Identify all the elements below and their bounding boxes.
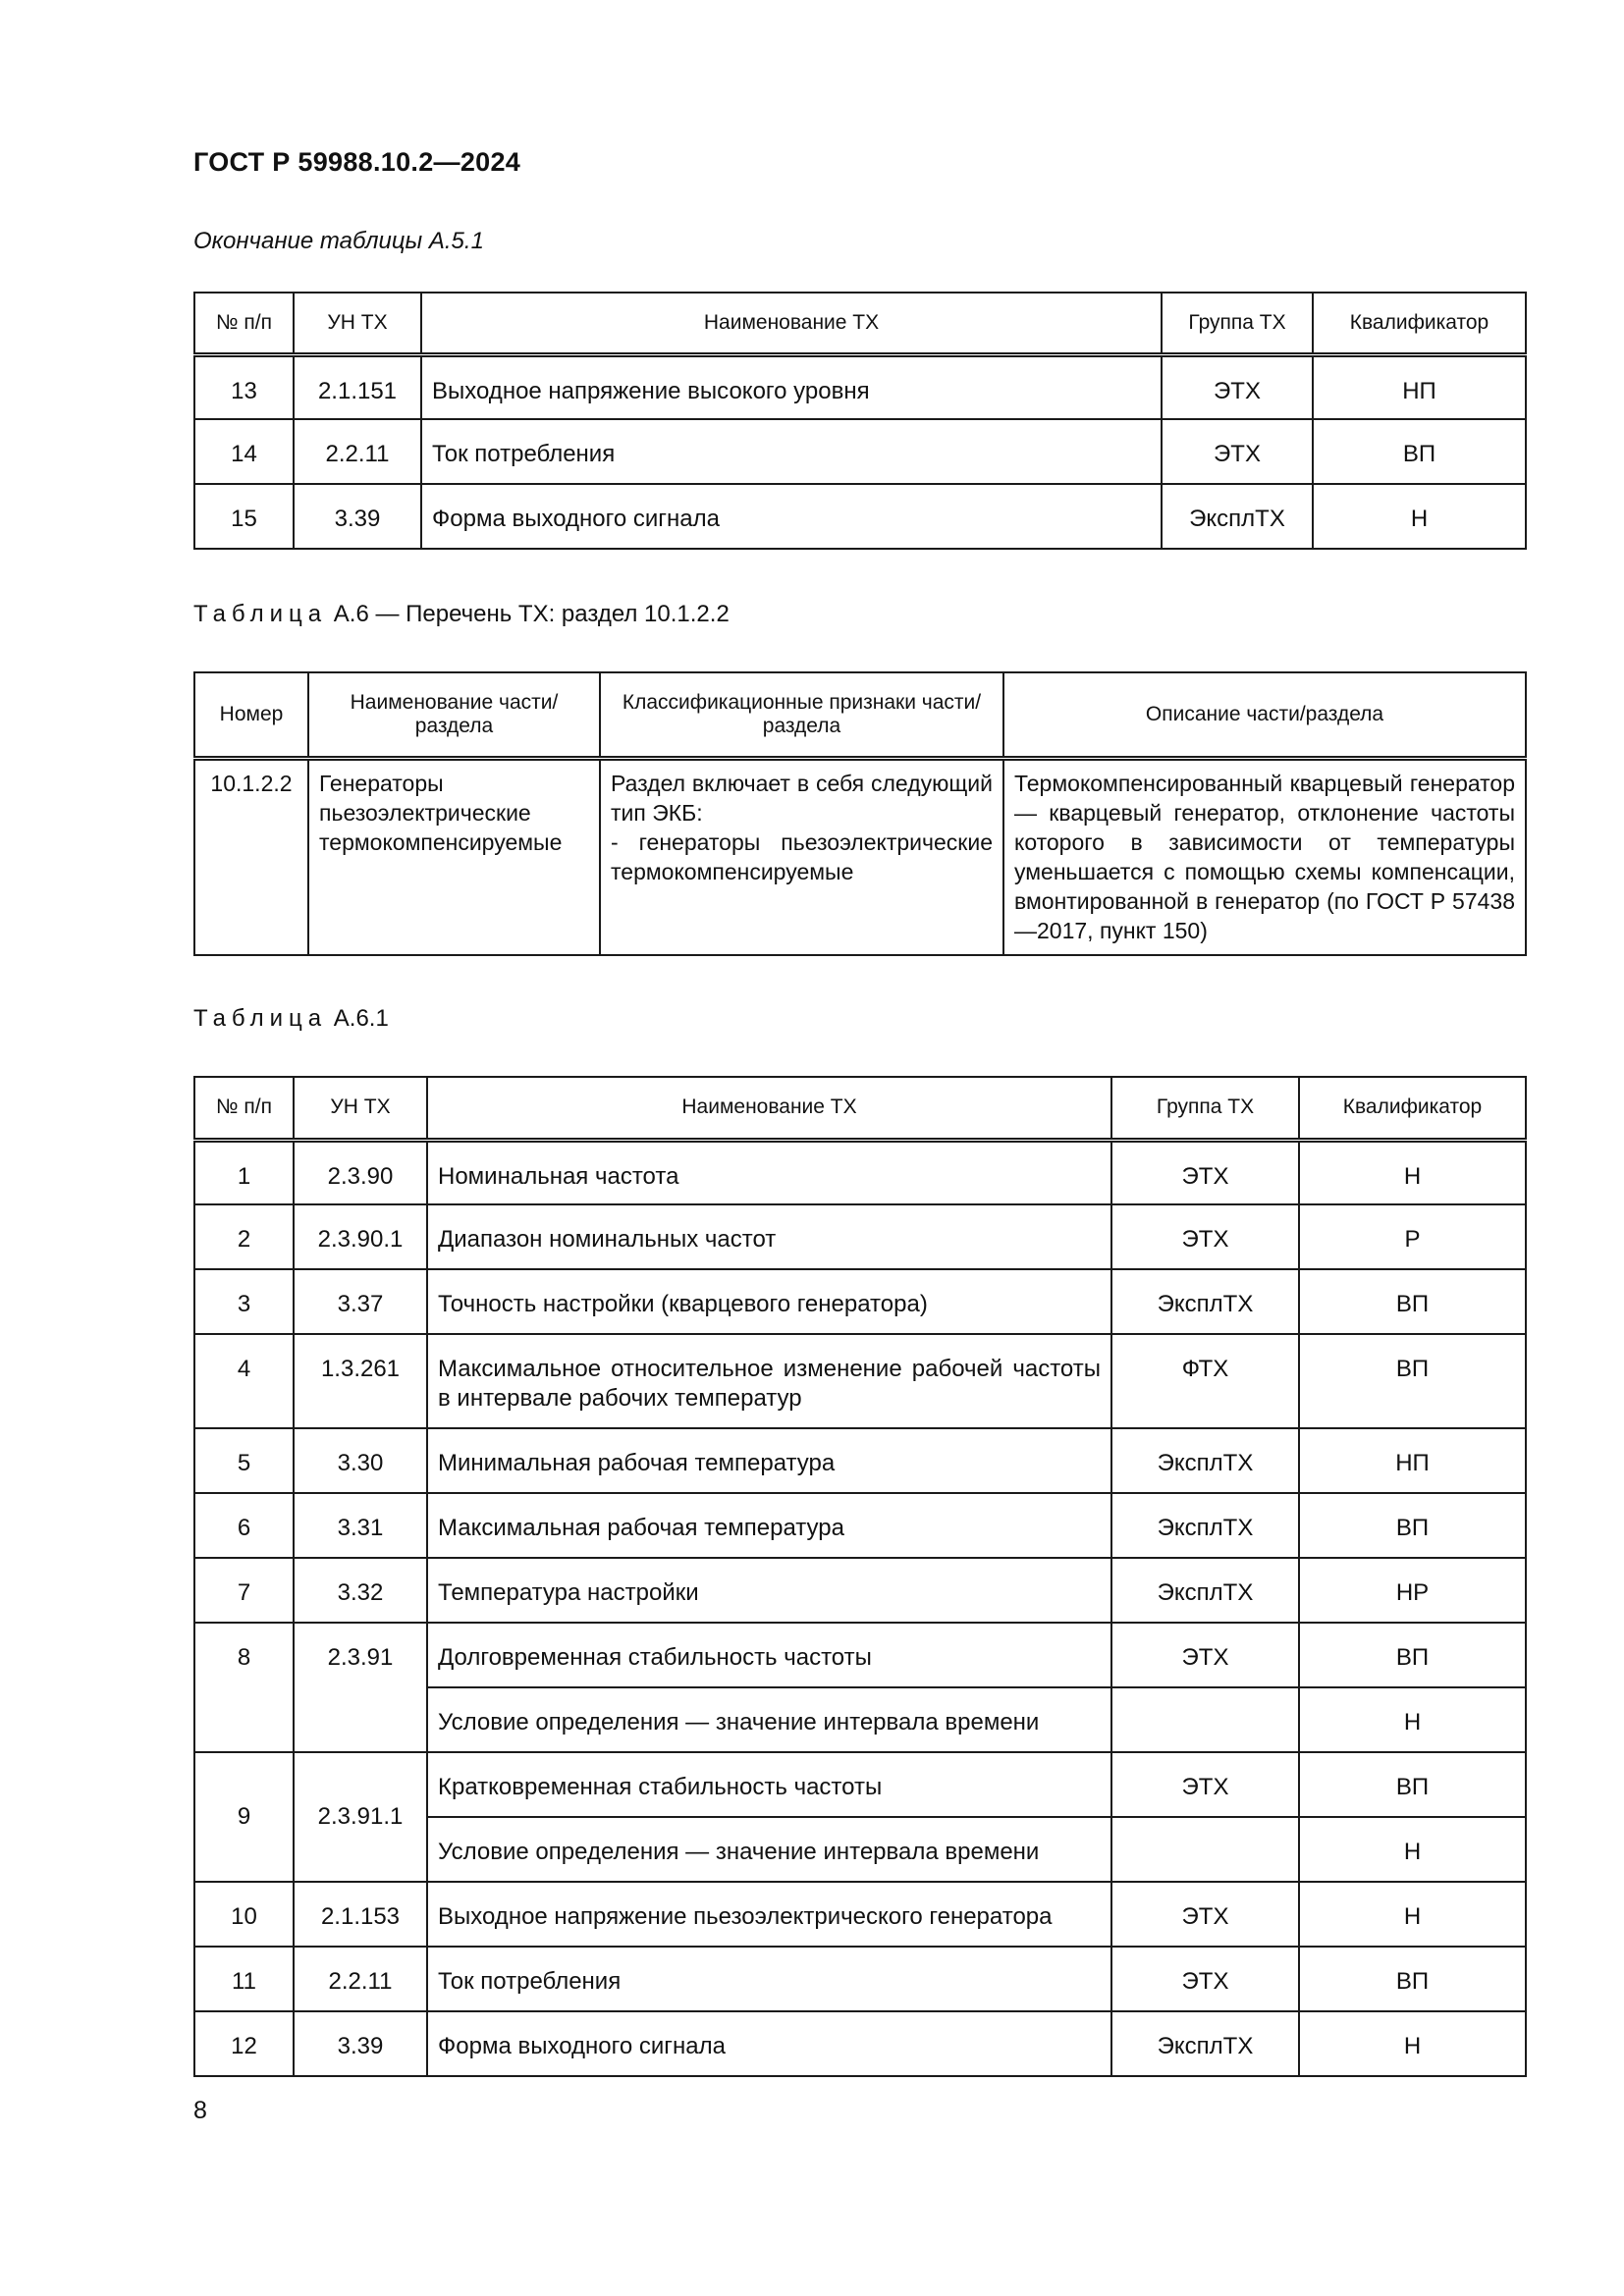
col-header-number: № п/п <box>194 1077 294 1140</box>
row-qualifier: ВП <box>1299 1493 1526 1558</box>
row-group: ЭксплТХ <box>1111 2011 1299 2076</box>
row-name: Долговременная стабильность частоты <box>427 1623 1111 1687</box>
row-group: ЭТХ <box>1162 419 1313 484</box>
row-number: 7 <box>194 1558 294 1623</box>
table-row <box>194 1493 1526 1558</box>
row-code: 2.3.90.1 <box>294 1204 427 1269</box>
table-row <box>194 2011 1526 2076</box>
col-header-qualifier: Квалификатор <box>1313 293 1526 354</box>
table-row <box>194 354 1526 419</box>
row-qualifier: Н <box>1299 1140 1526 1204</box>
row-name: Точность настройки (кварцевого генератора) <box>427 1269 1111 1334</box>
row-group: ЭксплТХ <box>1162 484 1313 549</box>
row-group: ЭксплТХ <box>1111 1558 1299 1623</box>
row-features <box>600 758 1003 955</box>
row-code: 3.31 <box>294 1493 427 1558</box>
subrow-name: Условие определения — значение интервала времени <box>427 1817 1111 1882</box>
row-code: 2.1.151 <box>294 354 421 419</box>
row-name: Кратковременная стабильность частоты <box>427 1752 1111 1817</box>
table-a6-caption-text: А.6 — Перечень ТХ: раздел 10.1.2.2 <box>333 601 730 627</box>
row-code: 1.3.261 <box>294 1334 427 1428</box>
page-number: 8 <box>193 2097 207 2124</box>
row-name: Ток потребления <box>427 1947 1111 2011</box>
row-qualifier: НР <box>1299 1558 1526 1623</box>
row-name: Температура настройки <box>427 1558 1111 1623</box>
row-group: ЭТХ <box>1111 1204 1299 1269</box>
table-a6 <box>193 671 1527 956</box>
row-code: 2.2.11 <box>294 1947 427 2011</box>
row-qualifier: ВП <box>1299 1623 1526 1687</box>
row-number: 1 <box>194 1140 294 1204</box>
subrow-name: Условие определения — значение интервала времени <box>427 1687 1111 1752</box>
row-number: 13 <box>194 354 294 419</box>
row-code: 3.30 <box>294 1428 427 1493</box>
table-row <box>194 1140 1526 1204</box>
row-group: ЭТХ <box>1111 1947 1299 2011</box>
table-a61-caption <box>193 1005 389 1033</box>
table-label: Таблица <box>193 1005 328 1032</box>
row-number: 2 <box>194 1204 294 1269</box>
col-header-number: Номер <box>194 672 308 758</box>
features-intro: Раздел включает в себя следующий тип ЭКБ: <box>611 770 993 826</box>
subrow-qualifier: Н <box>1299 1687 1526 1752</box>
table-row <box>194 1334 1526 1428</box>
row-group: ЭТХ <box>1111 1623 1299 1687</box>
table-row <box>194 1204 1526 1269</box>
col-header-code: УН ТХ <box>294 1077 427 1140</box>
row-number: 8 <box>194 1623 294 1752</box>
row-number: 11 <box>194 1947 294 2011</box>
table-row <box>194 758 1526 955</box>
table-row <box>194 484 1526 549</box>
col-header-code: УН ТХ <box>294 293 421 354</box>
row-group: ЭксплТХ <box>1111 1493 1299 1558</box>
row-number: 4 <box>194 1334 294 1428</box>
row-group: ЭТХ <box>1111 1882 1299 1947</box>
row-code: 3.32 <box>294 1558 427 1623</box>
row-name: Форма выходного сигнала <box>421 484 1162 549</box>
table-label: Таблица <box>193 601 328 627</box>
table-a51-caption: Окончание таблицы А.5.1 <box>193 228 484 254</box>
row-code: 3.37 <box>294 1269 427 1334</box>
table-row <box>194 1558 1526 1623</box>
row-number: 15 <box>194 484 294 549</box>
row-group: ЭксплТХ <box>1111 1428 1299 1493</box>
row-code: 2.3.91.1 <box>294 1752 427 1882</box>
row-number: 14 <box>194 419 294 484</box>
subrow-group <box>1111 1687 1299 1752</box>
col-header-group: Группа ТХ <box>1162 293 1313 354</box>
row-qualifier: Н <box>1313 484 1526 549</box>
row-number: 3 <box>194 1269 294 1334</box>
col-header-group: Группа ТХ <box>1111 1077 1299 1140</box>
document-header: ГОСТ Р 59988.10.2—2024 <box>193 147 521 177</box>
row-qualifier: Н <box>1299 1882 1526 1947</box>
row-qualifier: Н <box>1299 2011 1526 2076</box>
col-header-qualifier: Квалификатор <box>1299 1077 1526 1140</box>
table-row <box>194 1947 1526 2011</box>
row-number: 12 <box>194 2011 294 2076</box>
row-code: 2.2.11 <box>294 419 421 484</box>
col-header-number: № п/п <box>194 293 294 354</box>
row-qualifier: ВП <box>1313 419 1526 484</box>
row-description: Термокомпенсированный кварцевый генератор — кварцевый генератор, отклонение частоты которого в зависимости от температуры уменьшается с помощью схемы компенсации, вмонтированной в генератор (по ГОСТ Р 57438—2017, пункт 150) <box>1003 758 1526 955</box>
col-header-name: Наименование ТХ <box>427 1077 1111 1140</box>
row-qualifier: ВП <box>1299 1947 1526 2011</box>
row-name: Диапазон номинальных частот <box>427 1204 1111 1269</box>
row-name: Выходное напряжение пьезоэлектрического генератора <box>427 1882 1111 1947</box>
subrow-group <box>1111 1817 1299 1882</box>
table-row <box>194 1882 1526 1947</box>
row-number: 6 <box>194 1493 294 1558</box>
row-number: 10 <box>194 1882 294 1947</box>
row-qualifier: ВП <box>1299 1334 1526 1428</box>
row-qualifier: Р <box>1299 1204 1526 1269</box>
row-code: 3.39 <box>294 484 421 549</box>
table-a61-caption-text: А.6.1 <box>333 1005 389 1032</box>
features-item: - генераторы пьезоэлектрические термокомпенсируемые <box>611 828 993 884</box>
row-name: Максимальная рабочая температура <box>427 1493 1111 1558</box>
row-qualifier: НП <box>1299 1428 1526 1493</box>
row-qualifier: ВП <box>1299 1752 1526 1817</box>
row-group: ЭксплТХ <box>1111 1269 1299 1334</box>
row-group: ЭТХ <box>1111 1140 1299 1204</box>
table-a6-caption <box>193 601 730 628</box>
table-header-row <box>194 293 1526 354</box>
row-part-name: Генераторы пьезоэлектрические термокомпенсируемые <box>308 758 600 955</box>
row-group: ЭТХ <box>1162 354 1313 419</box>
row-name: Максимальное относительное изменение рабочей частоты в интервале рабочих температур <box>427 1334 1111 1428</box>
table-header-row <box>194 672 1526 758</box>
row-code: 3.39 <box>294 2011 427 2076</box>
row-code: 2.1.153 <box>294 1882 427 1947</box>
table-row <box>194 1428 1526 1493</box>
row-qualifier: ВП <box>1299 1269 1526 1334</box>
row-name: Номинальная частота <box>427 1140 1111 1204</box>
table-row <box>194 1269 1526 1334</box>
subrow-qualifier: Н <box>1299 1817 1526 1882</box>
col-header-part-name: Наименование части/ раздела <box>308 672 600 758</box>
table-a61 <box>193 1076 1527 2077</box>
row-name: Выходное напряжение высокого уровня <box>421 354 1162 419</box>
table-a51 <box>193 292 1527 550</box>
row-code: 2.3.91 <box>294 1623 427 1752</box>
col-header-description: Описание части/раздела <box>1003 672 1526 758</box>
row-name: Форма выходного сигнала <box>427 2011 1111 2076</box>
row-number: 5 <box>194 1428 294 1493</box>
table-header-row <box>194 1077 1526 1140</box>
row-group: ФТХ <box>1111 1334 1299 1428</box>
row-name: Минимальная рабочая температура <box>427 1428 1111 1493</box>
row-number: 9 <box>194 1752 294 1882</box>
col-header-features: Классификационные признаки части/раздела <box>600 672 1003 758</box>
table-row <box>194 1623 1526 1687</box>
table-row <box>194 1752 1526 1817</box>
row-code: 2.3.90 <box>294 1140 427 1204</box>
col-header-name: Наименование ТХ <box>421 293 1162 354</box>
row-qualifier: НП <box>1313 354 1526 419</box>
row-number: 10.1.2.2 <box>194 758 308 955</box>
table-row <box>194 419 1526 484</box>
row-group: ЭТХ <box>1111 1752 1299 1817</box>
row-name: Ток потребления <box>421 419 1162 484</box>
